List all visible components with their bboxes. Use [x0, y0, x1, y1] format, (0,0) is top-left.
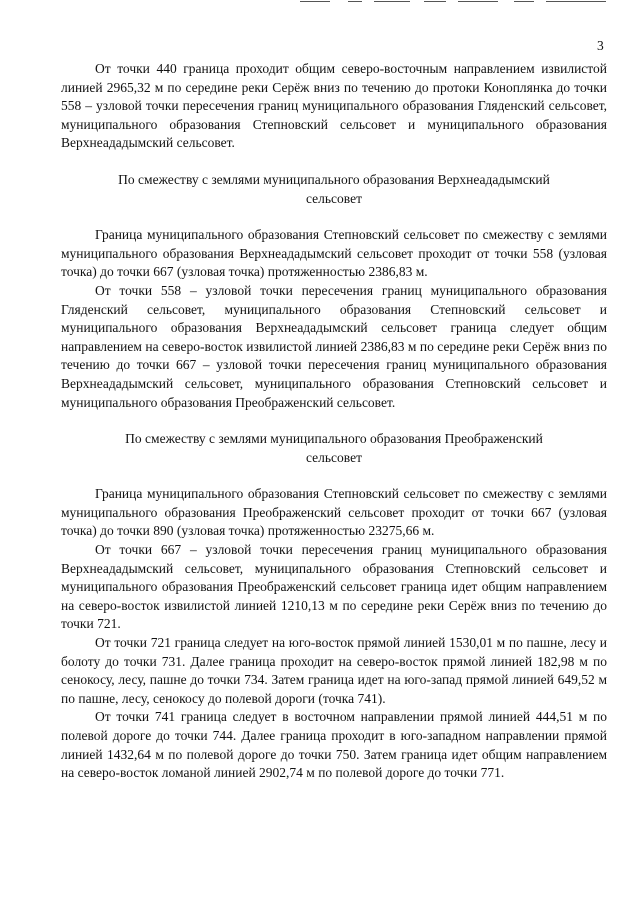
paragraph-point-440: От точки 440 граница проходит общим северо-восточным направлением извилистой линией 2965,32 м по середине реки Серёж вниз по течению до протоки Коноплянка до точки 558 – узловой точки пересечения границ муниципального образования Гляденский сельсовет, муниципального образования Степновский сельсовет и муниципального образования Верхнеададымский сельсовет. [61, 61, 607, 151]
document-body [61, 60, 607, 783]
paragraph-boundary-preobrazhensky: Граница муниципального образования Степновский сельсовет по смежеству с землями муниципального образования Преображенский сельсовет проходит от точки 667 (узловая точка) до точки 890 (узловая точка) протяженностью 23275,66 м. [61, 486, 607, 539]
section-heading-preobrazhensky: По смежеству с землями муниципального образования Преображенский сельсовет [125, 431, 543, 465]
paragraph-point-741: От точки 741 граница следует в восточном направлении прямой линией 444,51 м по полевой дороге до точки 744. Далее граница проходит в юго-западном направлении прямой линией 1432,64 м по полевой дороге до точки 750. Затем граница идет общим направлением на северо-восток ломаной линией 2902,74 м по полевой дороге до точки 771. [61, 709, 607, 781]
paragraph-point-667: От точки 667 – узловой точки пересечения границ муниципального образования Верхнеададымский сельсовет, муниципального образования Степновский сельсовет и муниципального образования Преображенский сельсовет граница идет общим направлением на северо-восток извилистой линией 1210,13 м по середине реки Серёж вниз по течению до точки 721. [61, 542, 607, 632]
paragraph-point-721: От точки 721 граница следует на юго-восток прямой линией 1530,01 м по пашне, лесу и болоту до точки 731. Далее граница проходит на северо-восток прямой линией 182,98 м по сенокосу, лесу, пашне до точки 734. Затем граница идет на юго-запад прямой линией 649,52 м по пашне, лесу, сенокосу до полевой дороги (точка 741). [61, 635, 607, 706]
paragraph-point-558: От точки 558 – узловой точки пересечения границ муниципального образования Гляденский сельсовет, муниципального образования Степновский сельсовет и муниципального образования Верхнеададымский сельсовет граница следует общим направлением на северо-восток извилистой линией 2386,83 м по середине реки Серёж вниз по течению до точки 667 – узловой точки пересечения границ муниципального образования Верхнеададымский сельсовет, муниципального образования Степновский сельсовет и муниципального образования Преображенский сельсовет. [61, 282, 607, 410]
section-heading-verkhneadadymsky: По смежеству с землями муниципального образования Верхнеададымский сельсовет [118, 171, 550, 206]
paragraph-boundary-verkhneadadymsky: Граница муниципального образования Степновский сельсовет по смежеству с землями муниципального образования Верхнеададымский сельсовет проходит от точки 558 (узловая точка) до точки 667 (узловая точка) протяженностью 2386,83 м. [61, 227, 607, 280]
page-number: 3 [597, 38, 604, 53]
scan-edge-marks [300, 0, 640, 4]
